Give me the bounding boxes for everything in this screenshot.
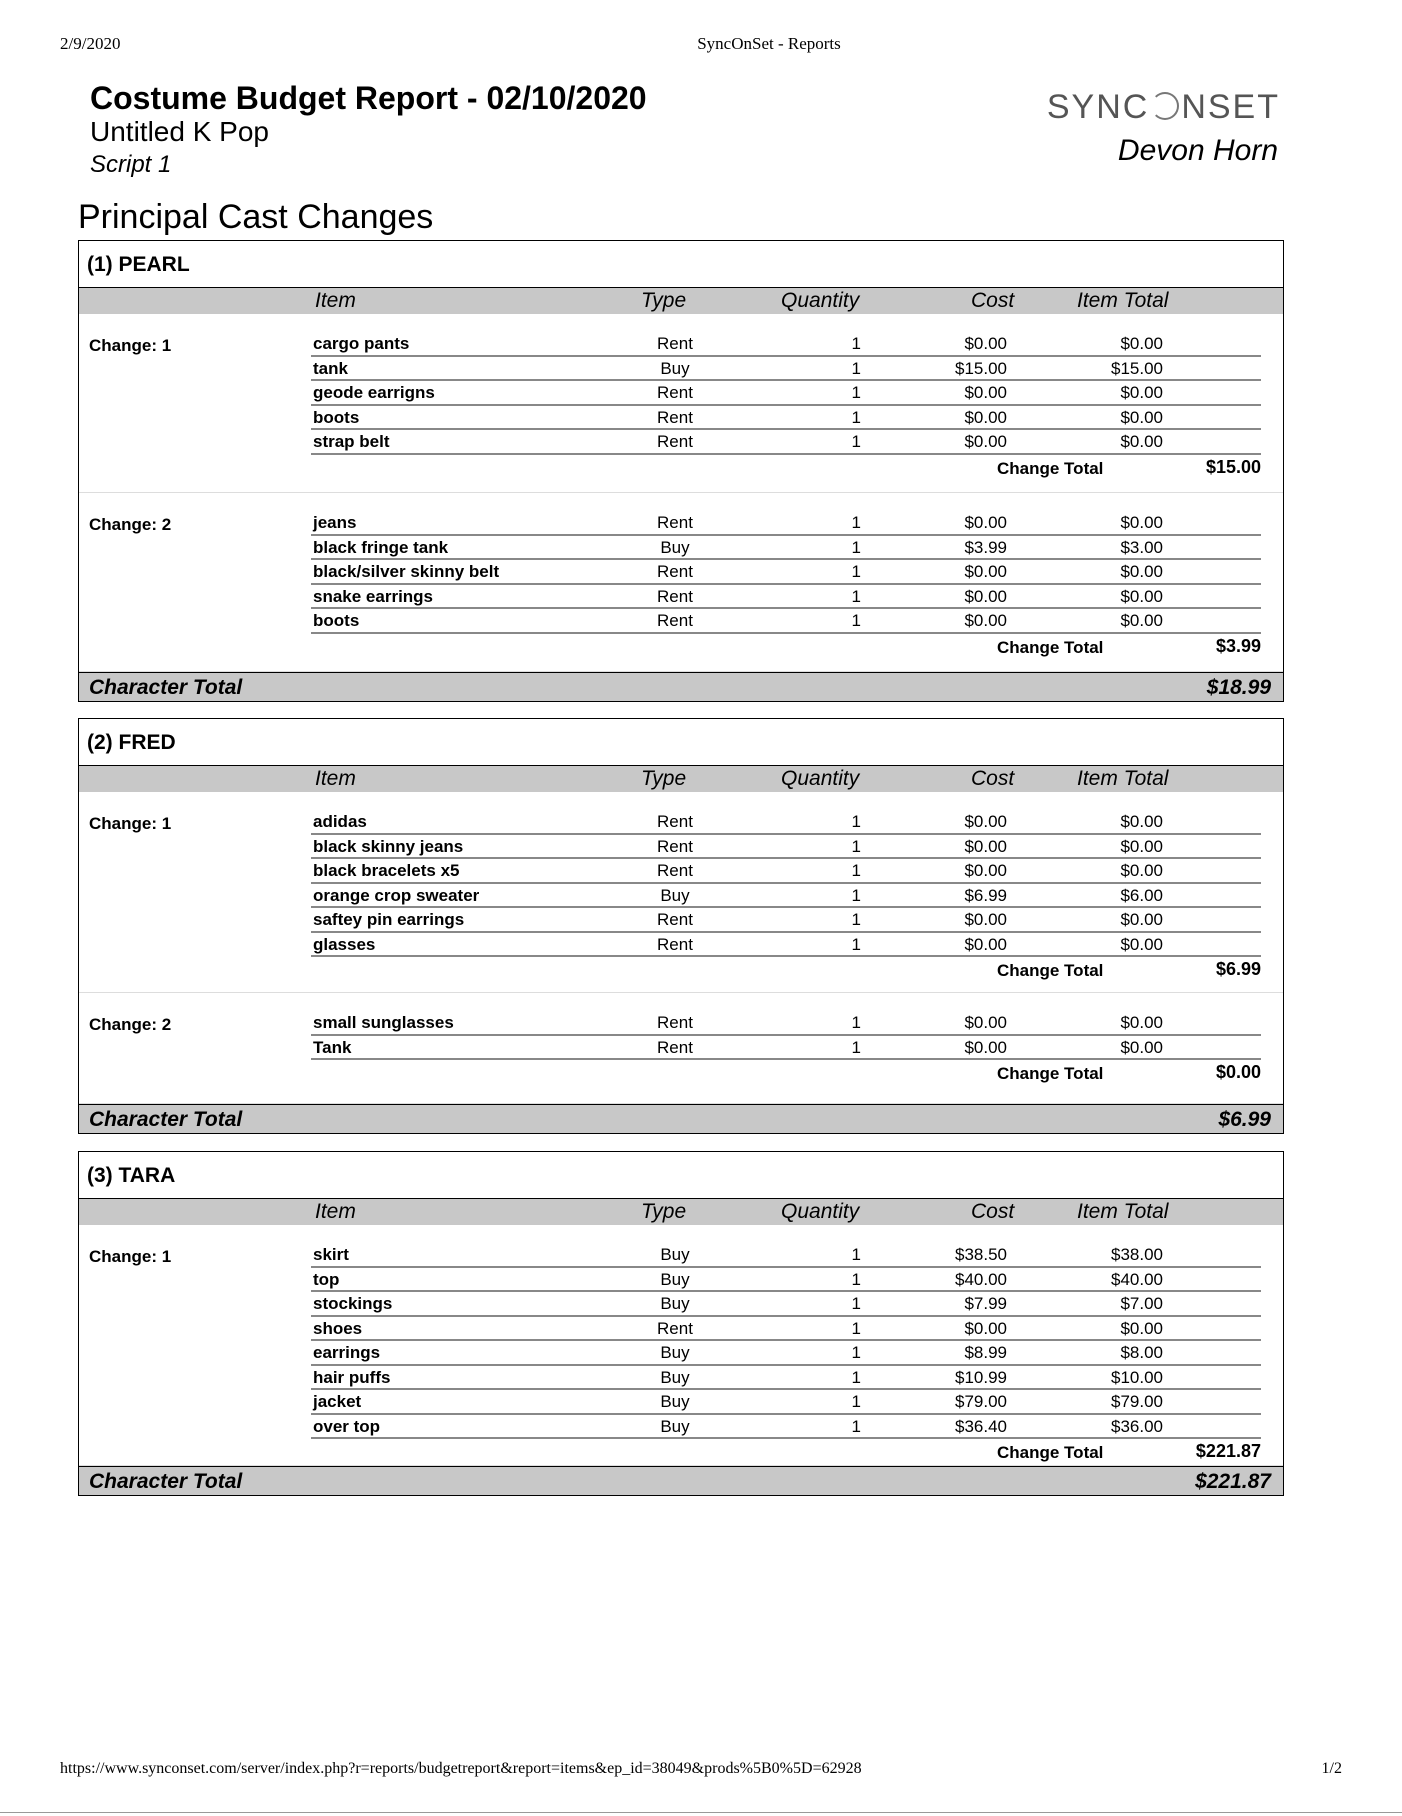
table-row: shoes Rent 1 $0.00 $0.00 [311, 1317, 1261, 1342]
col-item: Item [315, 1200, 356, 1223]
character-total: Character Total $6.99 [79, 1104, 1283, 1133]
col-item: Item [315, 767, 356, 790]
table-row: black/silver skinny belt Rent 1 $0.00 $0.00 [311, 560, 1261, 585]
col-cost: Cost [971, 767, 1015, 790]
table-row: black skinny jeans Rent 1 $0.00 $0.00 [311, 835, 1261, 860]
table-row: orange crop sweater Buy 1 $6.99 $6.00 [311, 884, 1261, 909]
character-total: Character Total $221.87 [79, 1466, 1283, 1495]
change-total: Change Total $3.99 [997, 635, 1261, 657]
report-title: Costume Budget Report - 02/10/2020 [90, 80, 647, 116]
table-row: skirt Buy 1 $38.50 $38.00 [311, 1243, 1261, 1268]
table-row: top Buy 1 $40.00 $40.00 [311, 1268, 1261, 1293]
table-row: earrings Buy 1 $8.99 $8.00 [311, 1341, 1261, 1366]
table-row: adidas Rent 1 $0.00 $0.00 [311, 810, 1261, 835]
table-row: jacket Buy 1 $79.00 $79.00 [311, 1390, 1261, 1415]
character-name: (3) TARA [79, 1152, 1283, 1199]
table-row: geode earrigns Rent 1 $0.00 $0.00 [311, 381, 1261, 406]
change-total: Change Total $221.87 [997, 1441, 1261, 1462]
bottom-divider [0, 1812, 1402, 1813]
col-type: Type [641, 767, 687, 790]
col-quantity: Quantity [781, 1200, 860, 1223]
col-quantity: Quantity [781, 767, 860, 790]
table-row: stockings Buy 1 $7.99 $7.00 [311, 1292, 1261, 1317]
col-type: Type [641, 1200, 687, 1223]
change-block [79, 493, 1283, 672]
column-header [79, 766, 1283, 792]
table-row: jeans Rent 1 $0.00 $0.00 [311, 511, 1261, 536]
change-total: Change Total $0.00 [997, 1062, 1261, 1083]
table-row: cargo pants Rent 1 $0.00 $0.00 [311, 332, 1261, 357]
synconset-logo: SYNC NSET [1046, 88, 1280, 126]
col-item: Item [315, 289, 356, 312]
change-label: Change: 2 [89, 515, 172, 534]
column-header [79, 288, 1283, 314]
change-total: Change Total $15.00 [997, 456, 1261, 478]
table-row: black fringe tank Buy 1 $3.99 $3.00 [311, 536, 1261, 561]
col-cost: Cost [971, 289, 1015, 312]
character-name: (1) PEARL [79, 241, 1283, 288]
column-header [79, 1199, 1283, 1225]
table-row: tank Buy 1 $15.00 $15.00 [311, 357, 1261, 382]
col-quantity: Quantity [781, 289, 860, 312]
table-row: strap belt Rent 1 $0.00 $0.00 [311, 430, 1261, 455]
table-row: black bracelets x5 Rent 1 $0.00 $0.00 [311, 859, 1261, 884]
change-label: Change: 2 [89, 1015, 172, 1034]
footer-url: https://www.synconset.com/server/index.php?r=reports/budgetreport&report=items&ep_id=38049&prods%5B0%5D=62928 [60, 1760, 862, 1777]
change-label: Change: 1 [89, 814, 172, 833]
logo-circle-icon [1151, 92, 1179, 120]
character-block [78, 1151, 1284, 1496]
col-cost: Cost [971, 1200, 1015, 1223]
col-item-total: Item Total [1077, 1200, 1169, 1223]
production-name: Untitled K Pop [90, 116, 269, 147]
page-number: 1/2 [1321, 1760, 1342, 1777]
script-name: Script 1 [90, 151, 172, 178]
character-name: (2) FRED [79, 719, 1283, 766]
table-row: over top Buy 1 $36.40 $36.00 [311, 1415, 1261, 1440]
change-block [79, 792, 1283, 993]
print-page-title: SyncOnSet - Reports [697, 34, 841, 53]
section-title: Principal Cast Changes [78, 198, 434, 236]
table-row: hair puffs Buy 1 $10.99 $10.00 [311, 1366, 1261, 1391]
table-row: snake earrings Rent 1 $0.00 $0.00 [311, 585, 1261, 610]
table-row: boots Rent 1 $0.00 $0.00 [311, 406, 1261, 431]
change-block [79, 993, 1283, 1104]
table-row: small sunglasses Rent 1 $0.00 $0.00 [311, 1011, 1261, 1036]
col-item-total: Item Total [1077, 767, 1169, 790]
table-row: glasses Rent 1 $0.00 $0.00 [311, 933, 1261, 958]
character-block [78, 718, 1284, 1134]
character-total: Character Total $18.99 [79, 672, 1283, 701]
change-block [79, 1225, 1283, 1466]
change-block [79, 314, 1283, 493]
change-total: Change Total $6.99 [997, 959, 1261, 980]
change-label: Change: 1 [89, 1247, 172, 1266]
table-row: saftey pin earrings Rent 1 $0.00 $0.00 [311, 908, 1261, 933]
print-date: 2/9/2020 [60, 34, 121, 53]
user-name: Devon Horn [1117, 134, 1278, 167]
col-item-total: Item Total [1077, 289, 1169, 312]
character-block [78, 240, 1284, 702]
col-type: Type [641, 289, 687, 312]
table-row: Tank Rent 1 $0.00 $0.00 [311, 1036, 1261, 1061]
table-row: boots Rent 1 $0.00 $0.00 [311, 609, 1261, 634]
change-label: Change: 1 [89, 336, 172, 355]
